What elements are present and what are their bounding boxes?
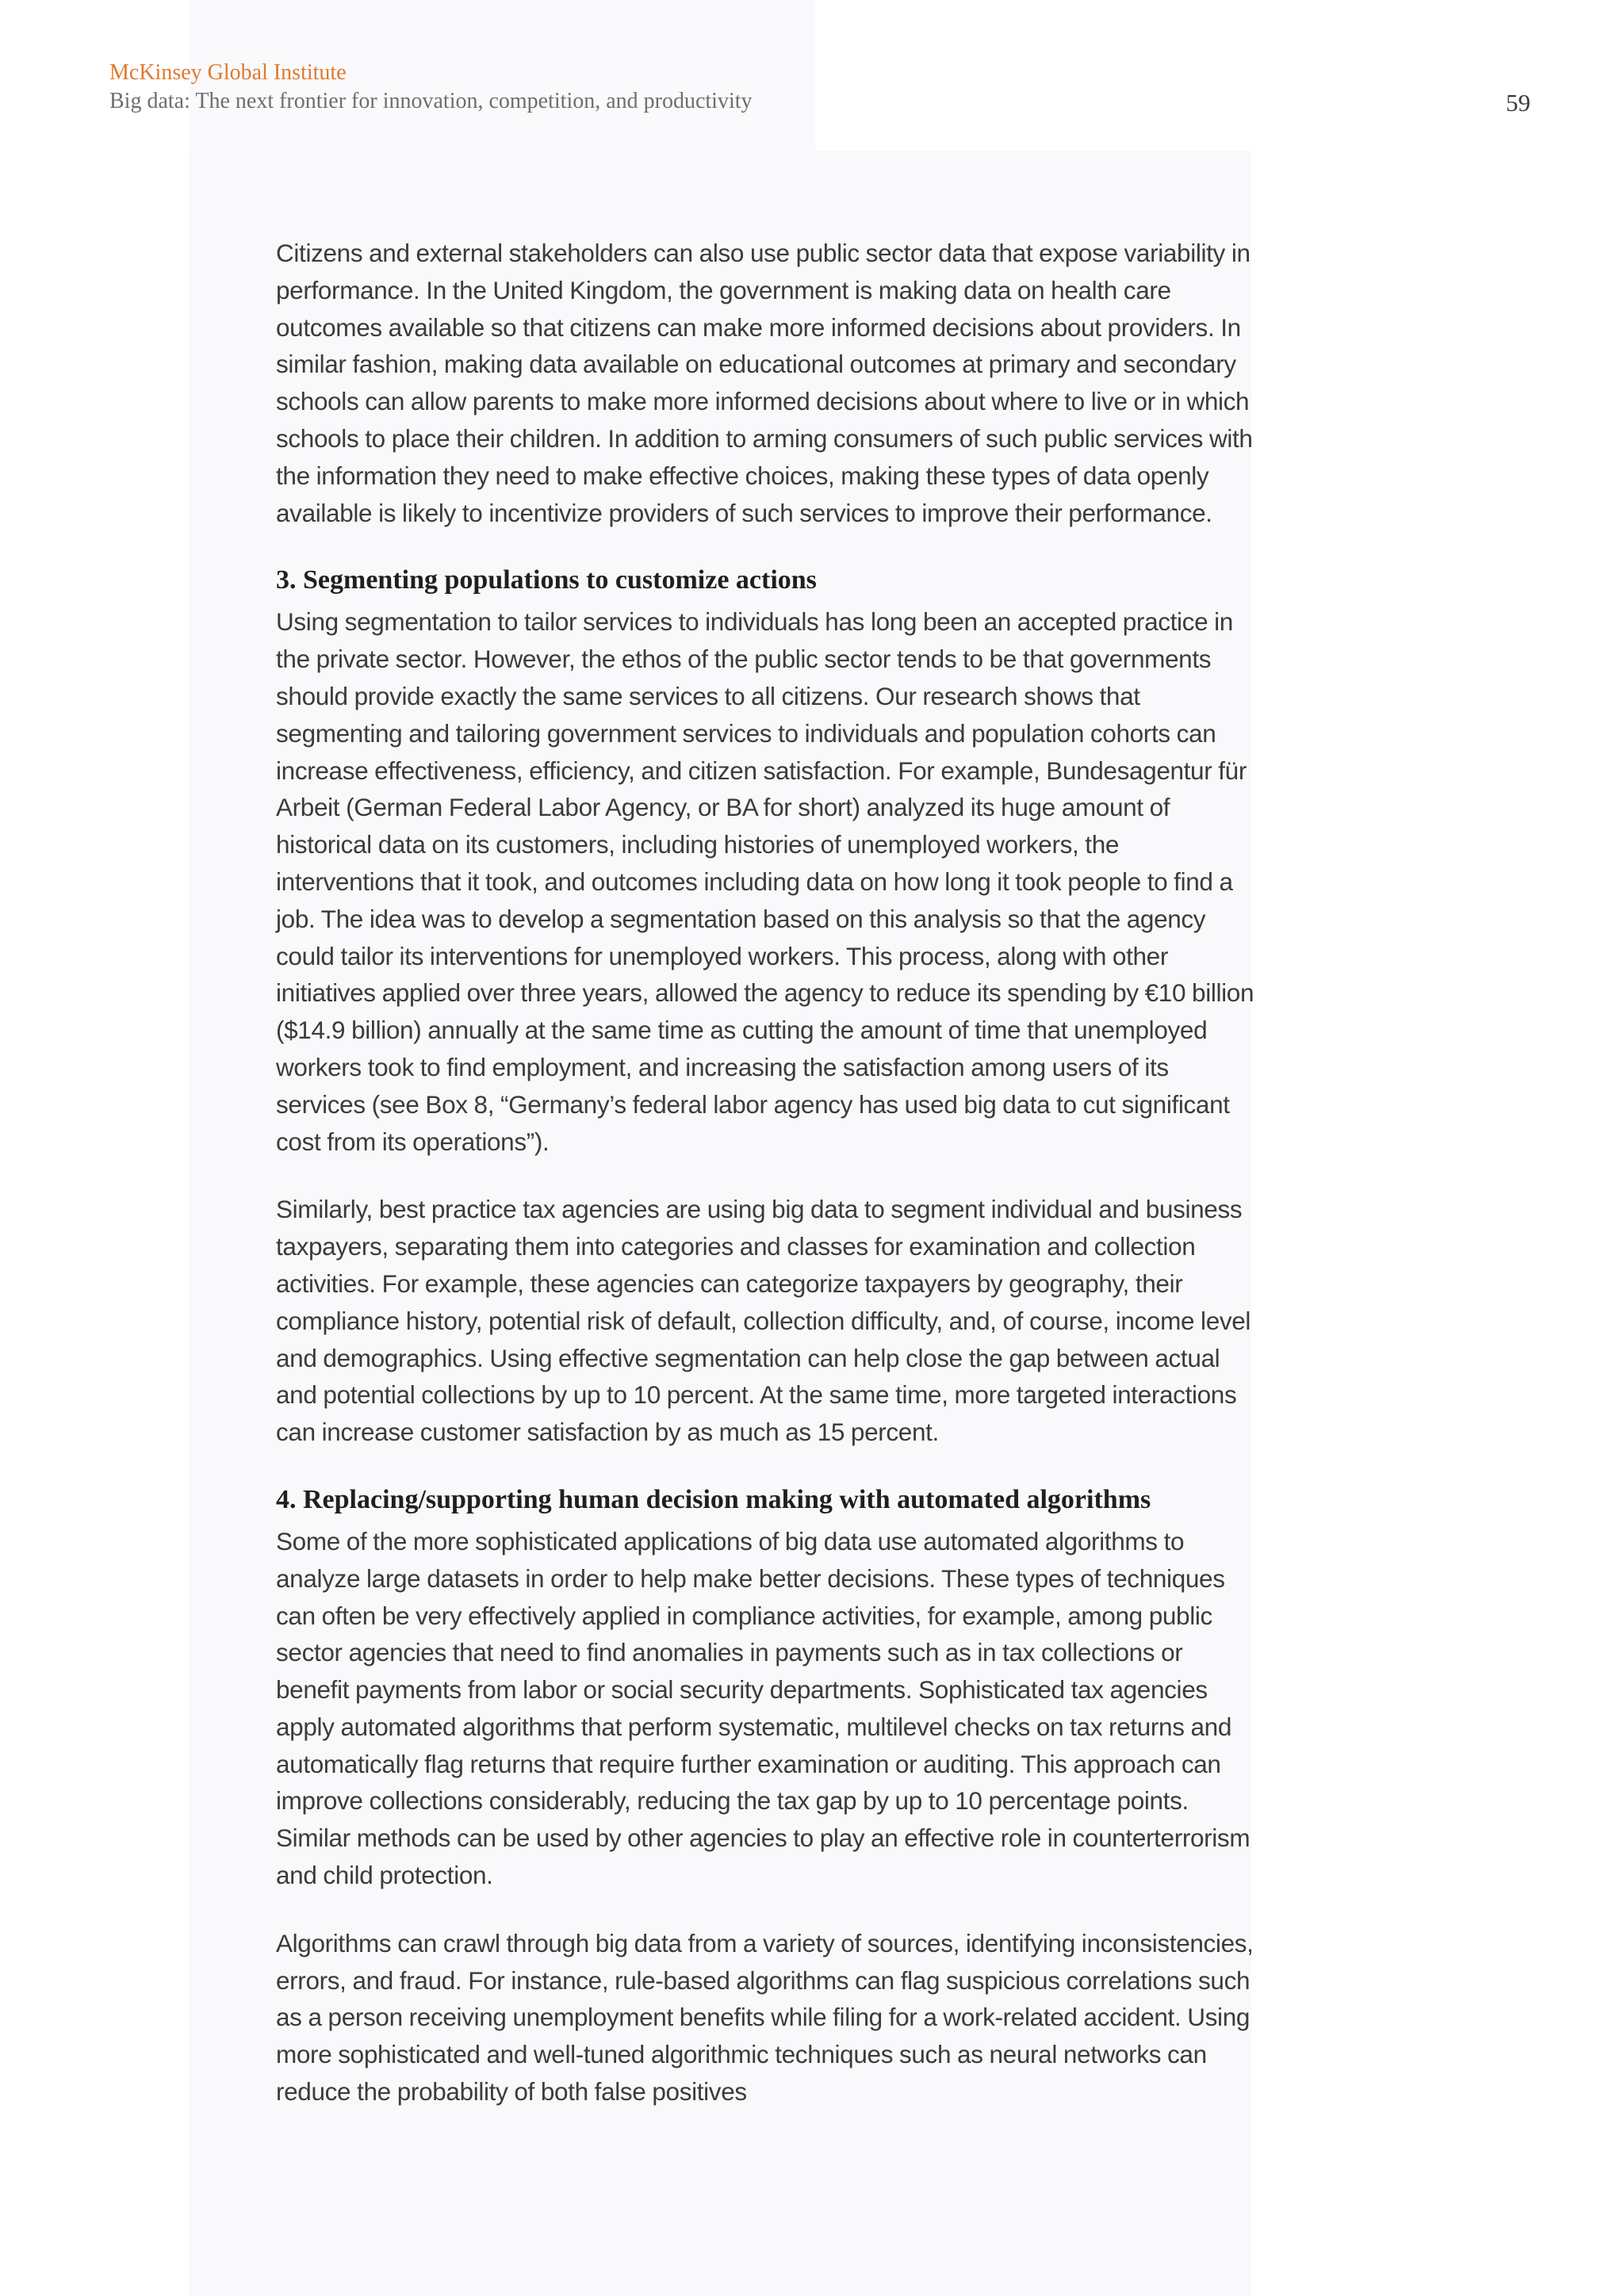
section-4-heading: 4. Replacing/supporting human decision making with automated algorithms <box>276 1484 1151 1514</box>
section-4-paragraph-2: Algorithms can crawl through big data from a variety of sources, identifying inconsistencies, errors, and fraud. For instance, rule-based algorithms can flag suspicious correlations such as a person receiving unemployment benefits while filing for a work-related accident. Using more sophisticated and well-tuned algorithmic techniques such as neural networks can reduce the probability of both false positives <box>276 1928 1254 2107</box>
body-text <box>276 235 1259 2141</box>
header-organization: McKinsey Global Institute <box>109 60 347 85</box>
intro-paragraph: Citizens and external stakeholders can also use public sector data that expose variability in performance. In the United Kingdom, the government is making data on health care outcomes available so that citizens can make more informed decisions about providers. In similar fashion, making data available on educational outcomes at primary and secondary schools can allow parents to make more informed decisions about where to live or in which schools to place their children. In addition to arming consumers of such public services with the information they need to make effective choices, making these types of data openly available is likely to incentivize providers of such services to improve their performance. <box>276 239 1253 527</box>
section-4-paragraph-1: Some of the more sophisticated applications of big data use automated algorithms to analyze large datasets in order to help make better decisions. These types of techniques can often be very effectively applied in compliance activities, for example, among public sector agencies that need to find anomalies in payments such as in tax collections or benefit payments from labor or social security departments. Sophisticated tax agencies apply automated algorithms that perform systematic, multilevel checks on tax returns and automatically flag returns that require further examination or auditing. This approach can improve collections considerably, reducing the tax gap by up to 10 percentage points. Similar methods can be used by other agencies to play an effective role in counterterrorism and child protection. <box>276 1526 1251 1890</box>
header-report-title: Big data: The next frontier for innovation, competition, and productivity <box>109 89 753 113</box>
section-3-heading: 3. Segmenting populations to customize actions <box>276 565 817 595</box>
section-3-paragraph-1: Using segmentation to tailor services to individuals has long been an accepted practice in the private sector. However, the ethos of the public sector tends to be that governments should provide exactly the same services to all citizens. Our research shows that segmenting and tailoring government services to individuals and population cohorts can increase effectiveness, efficiency, and citizen satisfaction. For example, Bundesagentur für Arbeit (German Federal Labor Agency, or BA for short) analyzed its huge amount of historical data on its customers, including histories of unemployed workers, the interventions that it took, and outcomes including data on how long it took people to find a job. The idea was to develop a segmentation based on this analysis so that the agency could tailor its interventions for unemployed workers. This process, along with other initiatives applied over three years, allowed the agency to reduce its spending by €10 billion ($14.9 billion) annually at the same time as cutting the amount of time that unemployed workers took to find employment, and increasing the satisfaction among users of its services (see Box 8, “Germany’s federal labor agency has used big data to cut significant cost from its operations”). <box>276 607 1254 1156</box>
page-number: 59 <box>1506 89 1530 117</box>
running-header <box>109 59 1537 116</box>
section-3-paragraph-2: Similarly, best practice tax agencies are using big data to segment individual and business taxpayers, separating them into categories and classes for examination and collection activities. For example, these agencies can categorize taxpayers by geography, their compliance history, potential risk of default, collection difficulty, and, of course, income level and demographics. Using effective segmentation can help close the gap between actual and potential collections by up to 10 percent. At the same time, more targeted interactions can increase customer satisfaction by as much as 15 percent. <box>276 1195 1251 1447</box>
